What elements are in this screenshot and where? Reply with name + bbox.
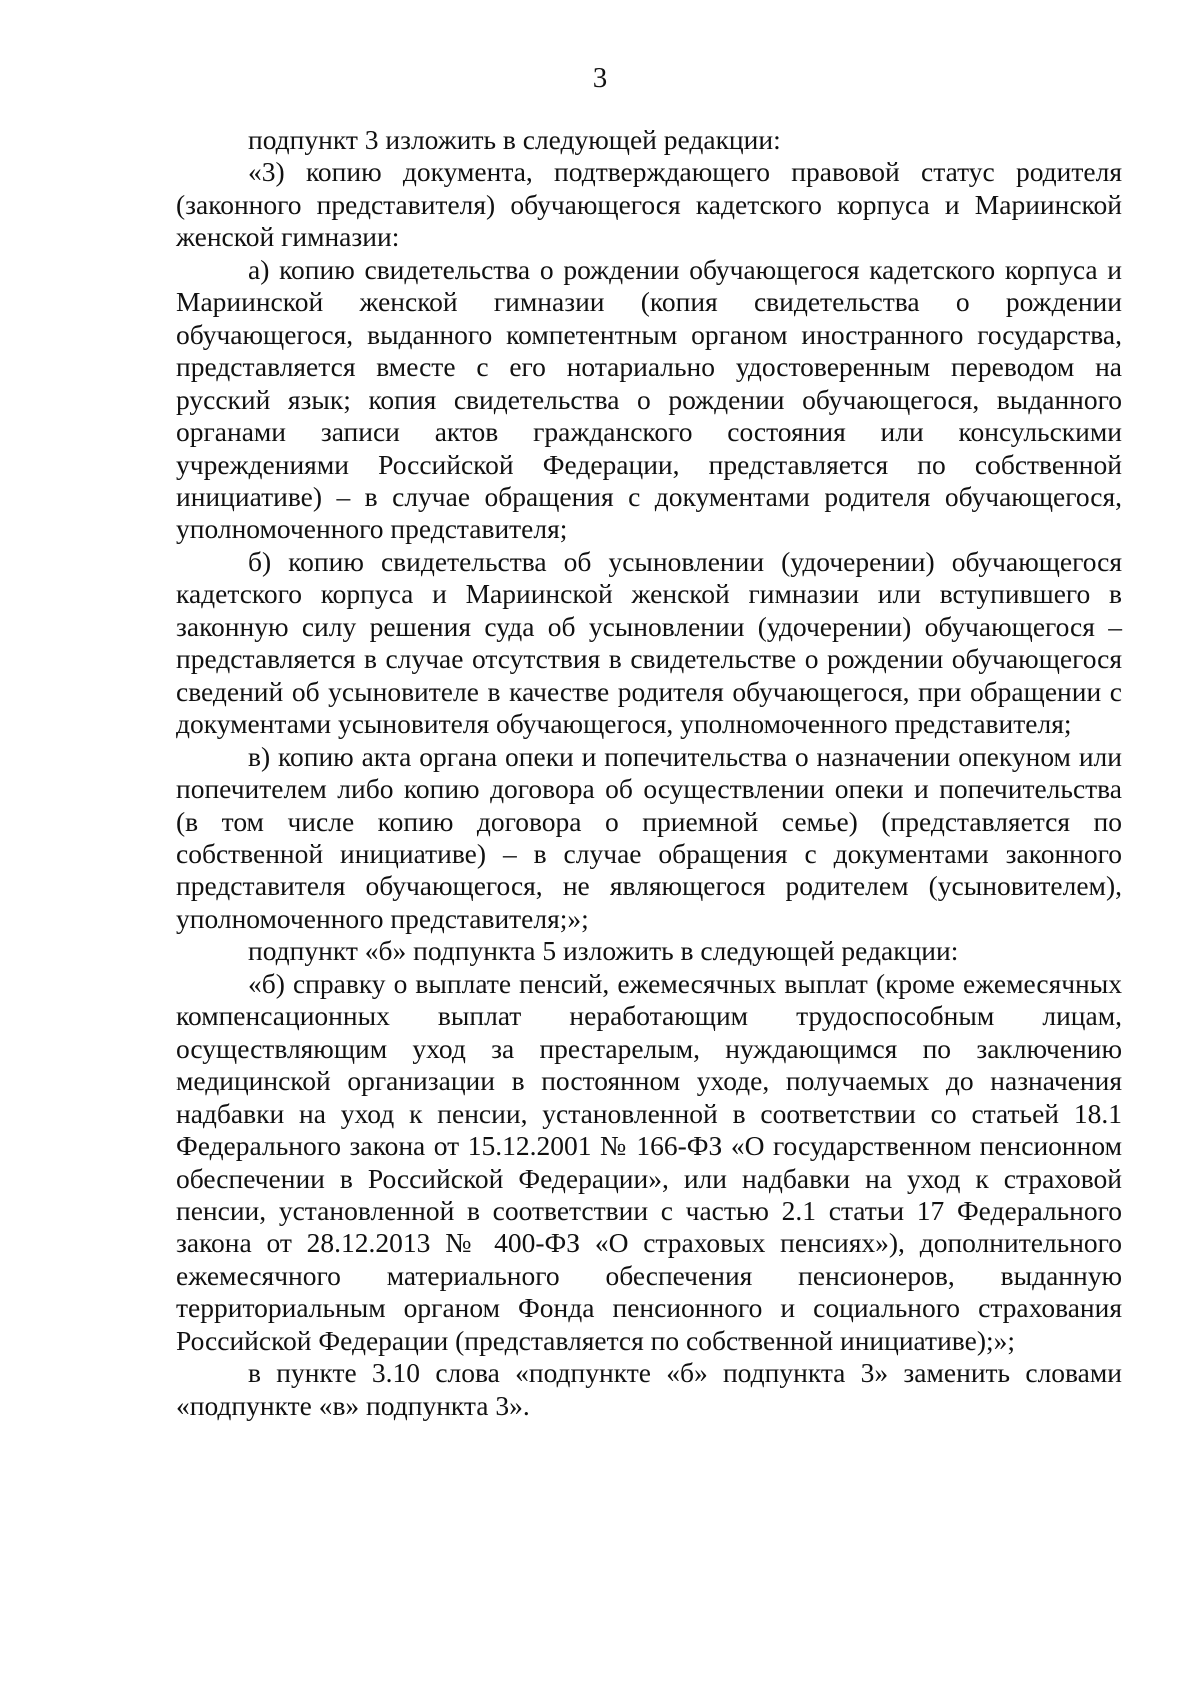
paragraph-subitem-5b: «б) справку о выплате пенсий, ежемесячных выплат (кроме ежемесячных компенсационных выплат неработающим трудоспособным лицам, осуществляющим уход за престарелым, нуждающимся по заключению медицинской организации в постоянном уходе, получаемых до назначения надбавки на уход к пенсии, установленной в соответствии со статьей 18.1 Федерального закона от 15.12.2001 № 166-ФЗ «О государственном пенсионном обеспечении в Российской Федерации», или надбавки на уход к страховой пенсии, установленной в соответствии с частью 2.1 статьи 17 Федерального закона от 28.12.2013 № 400-ФЗ «О страховых пенсиях»), дополнительного ежемесячного материального обеспечения пенсионеров, выданную территориальным органом Фонда пенсионного и социального страхования Российской Федерации (представляется по собственной инициативе);»;	[176, 967, 1122, 1356]
paragraph-amend-point-3-10: в пункте 3.10 слова «подпункте «б» подпункта 3» заменить словами «подпункте «в» подпункта 3».	[176, 1357, 1122, 1421]
paragraph-amend-subitem-5b: подпункт «б» подпункта 5 изложить в следующей редакции:	[248, 935, 959, 967]
paragraph-amend-subitem-3: подпункт 3 изложить в следующей редакции:	[248, 124, 781, 155]
paragraph-subitem-3: «3) копию документа, подтверждающего правовой статус родителя (законного представителя) обучающегося кадетского корпуса и Мариинской женской гимназии:	[176, 156, 1122, 253]
document-body	[176, 124, 1122, 1422]
page-number: 3	[592, 62, 608, 94]
paragraph-subitem-v: в) копию акта органа опеки и попечительства о назначении опекуном или попечителем либо копию договора об осуществлении опеки и попечительства (в том числе копию договора о приемной семье) (представляется по собственной инициативе) – в случае обращения с документами законного представителя обучающегося, не являющегося родителем (усыновителем), уполномоченного представителя;»;	[176, 740, 1122, 934]
paragraph-subitem-a: а) копию свидетельства о рождении обучающегося кадетского корпуса и Мариинской женской гимназии (копия свидетельства о рождении обучающегося, выданного компетентным органом иностранного государства, представляется вместе с его нотариально удостоверенным переводом на русский язык; копия свидетельства о рождении обучающегося, выданного органами записи актов гражданского состояния или консульскими учреждениями Российской Федерации, представляется по собственной инициативе) – в случае обращения с документами родителя обучающегося, уполномоченного представителя;	[176, 253, 1122, 545]
paragraph-subitem-b: б) копию свидетельства об усыновлении (удочерении) обучающегося кадетского корпуса и Мариинской женской гимназии или вступившего в законную силу решения суда об усыновлении (удочерении) обучающегося – представляется в случае отсутствия в свидетельстве о рождении обучающегося сведений об усыновителе в качестве родителя обучающегося, при обращении с документами усыновителя обучающегося, уполномоченного представителя;	[176, 545, 1122, 740]
